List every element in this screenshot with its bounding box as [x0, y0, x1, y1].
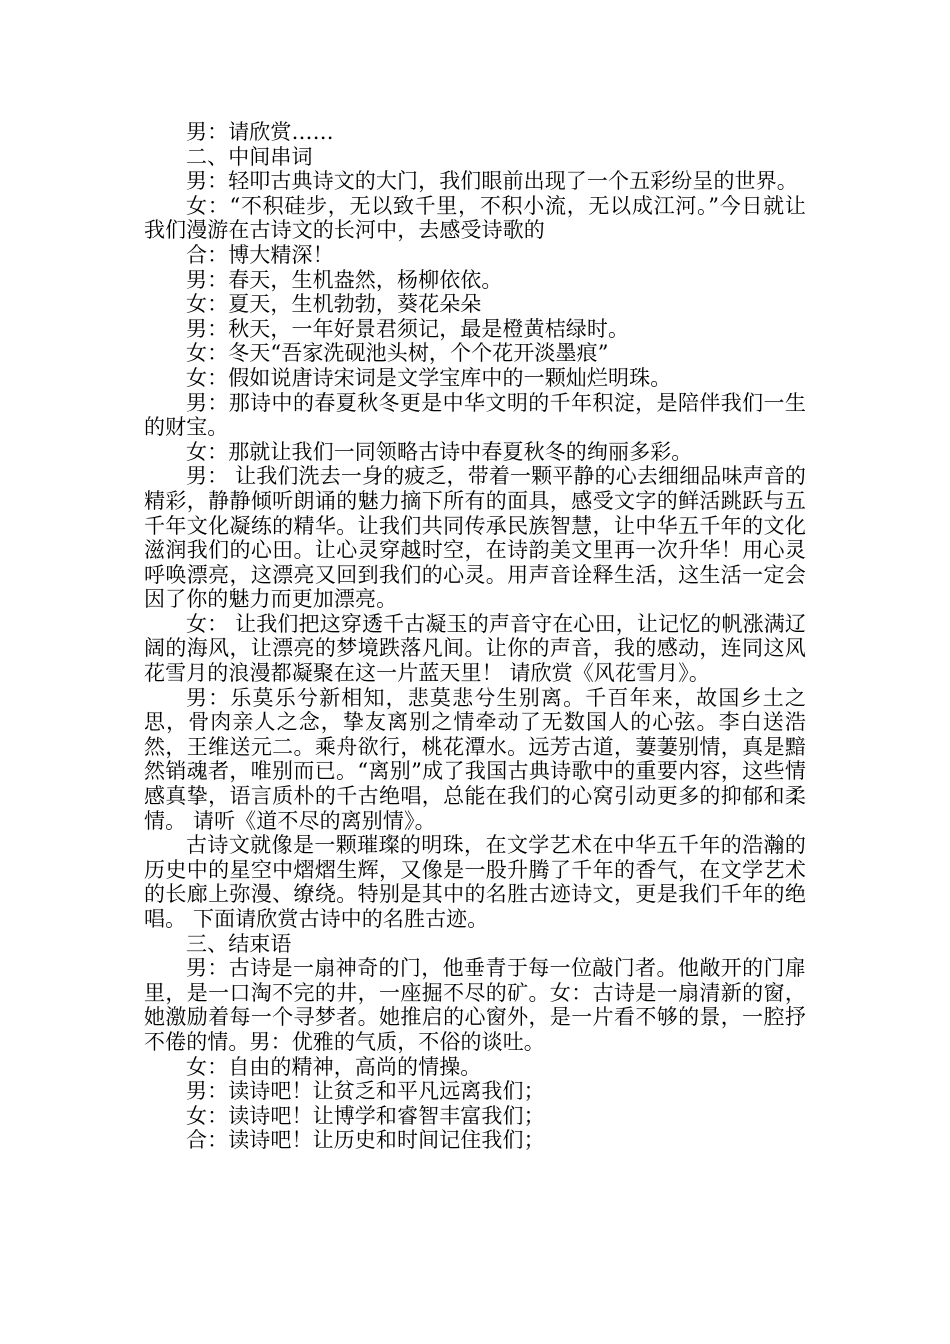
paragraph: 女：读诗吧！让博学和睿智丰富我们； — [186, 1103, 545, 1128]
paragraph: 女：假如说唐诗宋词是文学宝库中的一颗灿烂明珠。 — [186, 365, 672, 390]
paragraph: 女：自由的精神，高尚的情操。 — [186, 1054, 482, 1079]
paragraph: 女：那就让我们一同领略古诗中春夏秋冬的绚丽多彩。 — [186, 439, 693, 464]
paragraph: 男：请欣赏…… — [186, 120, 334, 144]
paragraph: 女：冬天“吾家洗砚池头树，个个花开淡墨痕” — [186, 341, 609, 366]
paragraph: 女：夏天，生机勃勃，葵花朵朵 — [186, 292, 482, 317]
paragraph: 男：轻叩古典诗文的大门，我们眼前出现了一个五彩纷呈的世界。 — [186, 169, 798, 194]
paragraph: 男：古诗是一扇神奇的门，他垂青于每一位敲门者。他敞开的门扉里，是一口淘不完的井，一座掘不尽的矿。女：古诗是一扇清新的窗，她激励着每一个寻梦者。她推启的心窗外，是一片看不够的景，一腔抒不倦的情。男：优雅的气质，不俗的谈吐。 — [144, 956, 806, 1054]
paragraph: 古诗文就像是一颗璀璨的明珠，在文学艺术在中华五千年的浩瀚的历史中的星空中熠熠生辉，又像是一股升腾了千年的香气，在文学艺术的长廊上弥漫、缭绕。特别是其中的名胜古迹诗文，更是我们千年的绝唱。 下面请欣赏古诗中的名胜古迹。 — [144, 833, 806, 931]
paragraph: 女：“不积硅步，无以致千里，不积小流，无以成江河。”今日就让我们漫游在古诗文的长河中，去感受诗歌的 — [144, 193, 806, 243]
paragraph: 男：读诗吧！让贫乏和平凡远离我们； — [186, 1079, 545, 1104]
paragraph: 男：秋天，一年好景君须记，最是橙黄桔绿时。 — [186, 316, 630, 341]
document-page — [144, 120, 806, 1153]
paragraph: 男：春天，生机盎然，杨柳依依。 — [186, 267, 503, 292]
paragraph: 合：博大精深！ — [186, 242, 334, 267]
paragraph: 合：读诗吧！让历史和时间记住我们； — [186, 1128, 545, 1153]
paragraph: 男：那诗中的春夏秋冬更是中华文明的千年积淀，是陪伴我们一生的财宝。 — [144, 390, 806, 440]
paragraph: 男： 让我们洗去一身的疲乏，带着一颗平静的心去细细品味声音的精彩，静静倾听朗诵的魅力摘下所有的面具，感受文字的鲜活跳跃与五千年文化凝练的精华。让我们共同传承民族智慧，让中华五千年的文化滋润我们的心田。让心灵穿越时空，在诗韵美文里再一次升华！用心灵呼唤漂亮，这漂亮又回到我们的心灵。用声音诠释生活，这生活一定会因了你的魅力而更加漂亮。 — [144, 464, 806, 612]
section-heading: 三、结束语 — [186, 931, 292, 956]
paragraph: 男：乐莫乐兮新相知，悲莫悲兮生别离。千百年来，故国乡土之思，骨肉亲人之念，挚友离别之情牵动了无数国人的心弦。李白送浩然，王维送元二。乘舟欲行，桃花潭水。远芳古道，萋萋别情，真是黯然销魂者，唯别而已。“离别”成了我国古典诗歌中的重要内容，这些情感真挚，语言质朴的千古绝唱，总能在我们的心窝引动更多的抑郁和柔情。 请听《道不尽的离别情》。 — [144, 685, 806, 833]
paragraph: 女： 让我们把这穿透千古凝玉的声音守在心田，让记忆的帆涨满辽阔的海风，让漂亮的梦境跌落凡间。让你的声音，我的感动，连同这风花雪月的浪漫都凝聚在这一片蓝天里！ 请欣赏《风花雪月》。 — [144, 611, 806, 686]
section-heading: 二、中间串词 — [186, 144, 313, 169]
